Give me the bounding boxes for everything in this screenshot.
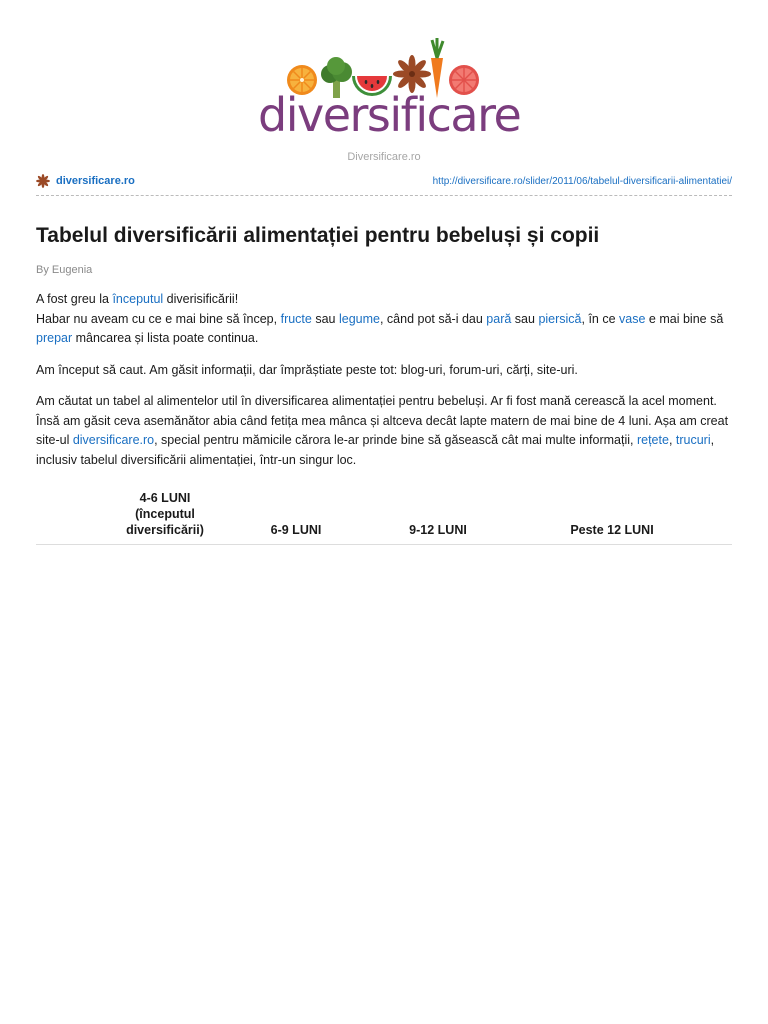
source-bar: [36, 172, 732, 196]
text: , special pentru mămicile cărora le-ar prinde bine să găsească cât mai multe informații,: [154, 433, 637, 447]
text: Am căutat un tabel al alimentelor util în diversificarea alimentației pentru bebeluși. Ar fi fost mană cerească la acel moment. Însă am găsit ceva asemănător abia când fetița mea mânca și altceva decât lapte matern de mai bine de 4 luni. Așa am creat site-ul: [36, 394, 729, 447]
article-byline: By Eugenia: [36, 264, 93, 276]
text: , în ce: [581, 311, 620, 326]
site-caption: Diversificare.ro: [347, 151, 421, 163]
source-site: [36, 174, 135, 188]
logo-wordmark: diversificare: [258, 88, 521, 142]
text: , când pot să-i dau: [379, 311, 487, 326]
text: A fost greu la: [36, 292, 113, 306]
text: mâncarea și lista poate continua.: [72, 331, 259, 345]
header-line: (începutul: [135, 507, 195, 521]
article-title: Tabelul diversificării alimentației pentru bebeluși și copii: [36, 224, 600, 247]
link-piersica[interactable]: piersică: [538, 311, 582, 326]
column-header-peste-12-luni: Peste 12 LUNI: [570, 523, 654, 537]
column-header-6-9-luni: 6-9 LUNI: [270, 523, 322, 537]
article-body: [36, 290, 734, 482]
source-name-link[interactable]: diversificare.ro: [56, 175, 135, 187]
link-para[interactable]: pară: [486, 311, 512, 326]
link-vase[interactable]: vase: [619, 311, 646, 326]
source-url-link[interactable]: http://diversificare.ro/slider/2011/06/tabelul-diversificarii-alimentatiei/: [432, 176, 732, 187]
diversification-table: [36, 486, 732, 545]
text: ,: [668, 433, 676, 447]
link-inceputul[interactable]: începutul: [112, 292, 164, 306]
link-trucuri[interactable]: trucuri: [675, 433, 711, 447]
column-header-4-6-luni: [100, 490, 230, 538]
paragraph-3: [36, 392, 734, 470]
text: sau: [511, 311, 539, 326]
link-retete[interactable]: rețete: [636, 433, 669, 447]
column-header-9-12-luni: 9-12 LUNI: [409, 523, 467, 537]
header-line: diversificării): [126, 523, 204, 537]
site-logo[interactable]: [258, 38, 521, 146]
text: sau: [311, 311, 339, 326]
text: e mai bine să: [645, 311, 724, 326]
link-prepar[interactable]: prepar: [36, 331, 73, 345]
paragraph-1: [36, 290, 734, 349]
text: diverisificării!: [163, 292, 239, 306]
header-line: 4-6 LUNI: [139, 491, 191, 505]
paragraph-2: Am început să caut. Am găsit informații, dar împrăștiate peste tot: blog-uri, forum-uri, cărți, site-uri.: [36, 362, 578, 377]
text: Habar nu aveam cu ce e mai bine să încep,: [36, 311, 281, 326]
link-diversificare[interactable]: diversificare.ro: [72, 433, 155, 447]
link-legume[interactable]: legume: [338, 311, 380, 326]
star-anise-icon: [36, 174, 50, 188]
text: , inclusiv tabelul diversificării alimentației, într-un singur loc.: [36, 433, 715, 467]
link-fructe[interactable]: fructe: [280, 311, 312, 326]
